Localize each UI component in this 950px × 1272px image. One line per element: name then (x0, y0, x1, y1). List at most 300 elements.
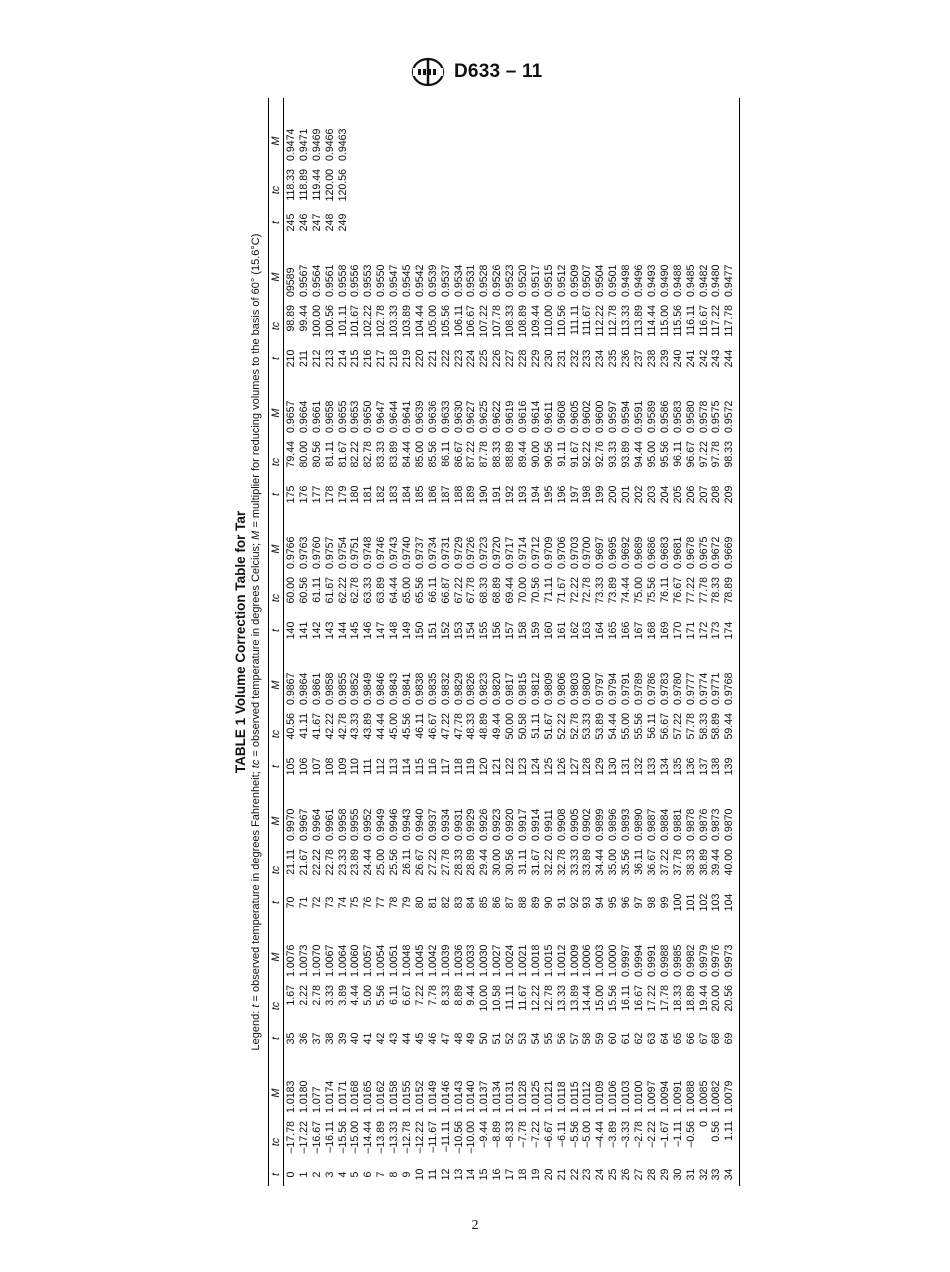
cell-t: 38 (323, 1032, 336, 1045)
cell-tc: –1.11 (671, 1121, 684, 1147)
cell-m: 0.9751 (349, 536, 362, 569)
cell-m: 0.9771 (710, 672, 723, 705)
cell-tc: 58.33 (697, 713, 710, 740)
cell-tc: 52.22 (555, 713, 568, 740)
cell-m: 1.0118 (555, 1081, 568, 1113)
cell-tc: 70.56 (529, 577, 542, 604)
column-t (285, 1027, 736, 1050)
cell-tc: –13.33 (388, 1121, 401, 1154)
cell-tc: 50.00 (504, 713, 517, 740)
cell-t: 210 (285, 349, 297, 368)
cell-tc: 92.22 (581, 441, 594, 468)
cell-m: 0.9841 (401, 672, 414, 705)
cell-tc: 107.22 (478, 305, 491, 338)
cell-t: 9 (401, 1171, 414, 1178)
cell-tc: 81.11 (323, 441, 336, 467)
cell-m: 0.9876 (697, 808, 710, 841)
cell-t: 14 (465, 1168, 478, 1181)
cell-m: 0.9786 (645, 672, 658, 705)
cell-m: 1.0097 (645, 1080, 658, 1113)
cell-t: 82 (439, 896, 452, 909)
cell-t: 142 (310, 621, 323, 640)
cell-t: 176 (297, 485, 310, 504)
cell-t: 95 (607, 896, 620, 909)
column-m (285, 529, 736, 574)
cell-m: 0.9743 (388, 536, 401, 569)
volume-correction-table (268, 98, 740, 1186)
cell-t: 227 (504, 349, 517, 368)
cell-t: 105 (285, 757, 297, 776)
cell-t: 68 (710, 1032, 723, 1045)
cell-m: 0.9720 (491, 536, 504, 569)
cell-m: 0.9627 (465, 400, 478, 433)
cell-t: 92 (568, 896, 581, 909)
cell-m: 1.0146 (439, 1080, 452, 1113)
cell-m: 0.9929 (465, 808, 478, 841)
cell-m: 0.9803 (568, 672, 581, 705)
cell-t: 21 (555, 1168, 568, 1181)
cell-t: 41 (362, 1032, 375, 1045)
cell-t: 89 (529, 896, 542, 909)
cell-tc: 36.11 (633, 849, 646, 875)
cell-m: 0.9864 (297, 672, 310, 705)
cell-t: 247 (310, 213, 323, 232)
cell-tc: 50.58 (517, 713, 530, 740)
cell-tc: 68.89 (491, 577, 504, 604)
column-group-body (284, 778, 736, 914)
column-group-header (269, 1050, 284, 1186)
cell-tc: 52.78 (568, 713, 581, 740)
cell-t: 185 (413, 485, 426, 504)
cell-m: 0.9997 (620, 944, 633, 977)
cell-t: 35 (285, 1032, 297, 1045)
cell-tc: 76.11 (658, 577, 671, 603)
cell-m: 0.9534 (452, 264, 465, 297)
cell-m: 1.0079 (723, 1080, 736, 1113)
cell-m: 0.9675 (697, 536, 710, 569)
cell-m: 1.0015 (542, 944, 555, 977)
cell-m: 1.0180 (297, 1080, 310, 1113)
cell-m: 0.9650 (362, 400, 375, 433)
cell-t: 162 (568, 621, 581, 640)
cell-m: 0.9692 (620, 536, 633, 569)
cell-t: 122 (504, 757, 517, 776)
cell-t: 133 (645, 757, 658, 776)
cell-m: 0.9737 (413, 536, 426, 569)
cell-tc: 43.89 (362, 713, 375, 740)
cell-tc: 63.89 (375, 577, 388, 604)
cell-tc: 102.22 (362, 305, 375, 338)
cell-tc: 9.44 (465, 985, 478, 1006)
table-caption (232, 98, 268, 1186)
column-group-header (269, 778, 284, 914)
cell-tc: 18.89 (684, 985, 697, 1012)
cell-m: 0.9949 (375, 808, 388, 841)
column-group (269, 1050, 739, 1186)
column-group-header (269, 370, 284, 506)
cell-tc: 79.44 (285, 441, 297, 468)
cell-t: 83 (452, 896, 465, 909)
cell-m: 0.9681 (671, 536, 684, 569)
column-m (285, 665, 736, 710)
cell-tc: 22.22 (310, 849, 323, 876)
cell-m: 0.9600 (594, 400, 607, 433)
column-tc (285, 574, 736, 619)
cell-tc: 59.44 (723, 713, 736, 740)
cell-t: 66 (684, 1032, 697, 1045)
column-group-body (284, 98, 349, 234)
cell-tc: 42.78 (336, 713, 349, 740)
cell-t: 93 (581, 896, 594, 909)
cell-tc: 102.78 (375, 305, 388, 338)
cell-t: 212 (310, 349, 323, 368)
cell-m: 0.9583 (671, 400, 684, 433)
cell-t: 130 (607, 757, 620, 776)
column-group-header (269, 234, 284, 370)
table-column-groups (269, 98, 739, 1186)
cell-m: 0.9943 (401, 808, 414, 841)
cell-t: 150 (413, 621, 426, 640)
cell-t: 200 (607, 485, 620, 504)
cell-m: 0.9636 (426, 400, 439, 433)
cell-t: 48 (452, 1032, 465, 1045)
cell-t: 168 (645, 621, 658, 640)
cell-m: 0.9931 (452, 808, 465, 841)
cell-m: 0.9826 (465, 672, 478, 705)
cell-m: 0.9553 (362, 264, 375, 297)
cell-m: 0.9507 (581, 264, 594, 297)
cell-m: 0.9940 (413, 808, 426, 841)
cell-t: 10 (413, 1168, 426, 1181)
cell-tc: 26.11 (401, 849, 414, 875)
cell-t: 203 (645, 485, 658, 504)
cell-t: 243 (710, 349, 723, 368)
cell-tc: 113.33 (620, 305, 633, 337)
header-t: t (270, 492, 282, 497)
cell-t: 189 (465, 485, 478, 504)
cell-m: 1.0054 (375, 944, 388, 977)
cell-tc: 61.11 (310, 577, 323, 603)
legend-tc-description: = observed temperature in degrees Celcius; (250, 539, 262, 760)
cell-t: 104 (723, 893, 736, 912)
cell-t: 103 (710, 893, 723, 912)
cell-m: 1.077 (310, 1086, 323, 1113)
cell-tc: 67.22 (452, 577, 465, 604)
cell-m: 0.9589 (645, 400, 658, 433)
column-tc (285, 710, 736, 755)
cell-m: 0.9923 (491, 808, 504, 841)
cell-m: 0.9639 (413, 400, 426, 433)
cell-m: 09589 (285, 267, 297, 297)
cell-t: 25 (607, 1168, 620, 1181)
cell-tc: 97.78 (710, 441, 723, 468)
cell-tc: –10.56 (452, 1121, 465, 1154)
cell-tc: 99.44 (297, 305, 310, 332)
cell-t: 19 (529, 1168, 542, 1181)
cell-t: 62 (633, 1032, 646, 1045)
cell-tc: 35.56 (620, 849, 633, 876)
cell-tc: 58.89 (710, 713, 723, 740)
cell-m: 0.9542 (413, 264, 426, 297)
cell-tc: 105.56 (439, 305, 452, 338)
cell-tc: 19.44 (697, 985, 710, 1012)
column-t (285, 211, 349, 234)
cell-t: 46 (426, 1032, 439, 1045)
header-t: t (270, 628, 282, 633)
cell-t: 129 (594, 757, 607, 776)
column-t (285, 891, 736, 914)
cell-m: 0.9937 (426, 808, 439, 841)
cell-m: 1.0140 (465, 1080, 478, 1113)
cell-m: 0.9829 (452, 672, 465, 705)
cell-t: 236 (620, 349, 633, 368)
cell-t: 125 (542, 757, 555, 776)
cell-tc: –5.00 (581, 1121, 594, 1148)
column-m (285, 121, 349, 166)
cell-t: 179 (336, 485, 349, 504)
cell-m: 0.9838 (413, 672, 426, 705)
column-tc (285, 846, 736, 891)
cell-m: 0.9723 (478, 536, 491, 569)
cell-tc: 71.11 (542, 577, 555, 603)
column-group-body (284, 506, 736, 642)
cell-tc: 80.00 (297, 441, 310, 468)
cell-t: 215 (349, 349, 362, 368)
cell-m: 0.9763 (297, 536, 310, 569)
cell-tc: 46.67 (426, 713, 439, 740)
cell-t: 220 (413, 349, 426, 368)
cell-tc: 44.44 (375, 713, 388, 740)
cell-m: 0.9597 (607, 400, 620, 433)
cell-tc: 23.89 (349, 849, 362, 876)
cell-m: 0.9488 (671, 264, 684, 297)
cell-m: 0.9496 (633, 264, 646, 297)
cell-t: 186 (426, 485, 439, 504)
cell-m: 1.0088 (684, 1080, 697, 1113)
cell-tc: 72.78 (581, 577, 594, 604)
cell-tc: 12.22 (529, 985, 542, 1012)
column-group-header (269, 506, 284, 642)
cell-tc: 41.11 (297, 713, 310, 739)
cell-tc: 6.11 (388, 985, 401, 1005)
header-tc: tc (270, 593, 282, 603)
cell-m: 1.0048 (401, 944, 414, 977)
cell-m: 0.9783 (658, 672, 671, 705)
cell-t: 193 (517, 485, 530, 504)
cell-tc: 0.56 (710, 1121, 723, 1142)
cell-t: 167 (633, 621, 646, 640)
cell-t: 180 (349, 485, 362, 504)
cell-tc: 94.44 (633, 441, 646, 468)
cell-t: 137 (697, 757, 710, 776)
cell-m: 0.9482 (697, 264, 710, 297)
cell-tc: 98.33 (723, 441, 736, 468)
cell-t: 50 (478, 1032, 491, 1045)
cell-m: 0.9469 (310, 128, 323, 161)
cell-m: 0.9658 (323, 400, 336, 433)
cell-tc: 46.11 (413, 713, 426, 739)
cell-m: 0.9633 (439, 400, 452, 433)
document-id: D633 – 11 (454, 61, 543, 82)
cell-tc: 117.22 (710, 305, 723, 337)
cell-t: 240 (671, 349, 684, 368)
cell-t: 47 (439, 1032, 452, 1045)
cell-m: 0.9884 (658, 808, 671, 841)
cell-m: 0.9789 (633, 672, 646, 705)
cell-t: 29 (658, 1168, 671, 1181)
column-group (269, 914, 739, 1050)
cell-m: 0.9843 (388, 672, 401, 705)
cell-t: 64 (658, 1032, 671, 1045)
cell-m: 0.9991 (645, 944, 658, 977)
cell-m: 0.9669 (723, 536, 736, 569)
cell-t: 223 (452, 349, 465, 368)
cell-t: 97 (633, 896, 646, 909)
cell-t: 245 (285, 213, 297, 232)
cell-tc: 27.78 (439, 849, 452, 876)
cell-tc: –9.44 (478, 1121, 491, 1148)
cell-m: 0.9760 (310, 536, 323, 569)
cell-m: 0.9794 (607, 672, 620, 705)
cell-m: 1.0094 (658, 1080, 671, 1113)
cell-t: 42 (375, 1032, 388, 1045)
column-group-body (284, 1050, 736, 1186)
cell-t: 101 (684, 893, 697, 912)
cell-tc: 33.89 (581, 849, 594, 876)
column-group (269, 778, 739, 914)
cell-tc: 81.67 (336, 441, 349, 468)
cell-tc: –14.44 (362, 1121, 375, 1154)
cell-tc: 113.89 (633, 305, 646, 337)
cell-t: 184 (401, 485, 414, 504)
cell-t: 36 (297, 1032, 310, 1045)
cell-m: 1.0149 (426, 1080, 439, 1113)
cell-tc: 16.11 (620, 985, 633, 1011)
cell-tc: 48.89 (478, 713, 491, 740)
cell-m: 1.0009 (568, 944, 581, 977)
cell-t: 140 (285, 621, 297, 640)
header-m: M (270, 952, 282, 962)
cell-t: 15 (478, 1168, 491, 1181)
cell-m: 0.9926 (478, 808, 491, 841)
cell-m: 1.0024 (504, 944, 517, 977)
cell-t: 7 (375, 1171, 388, 1178)
header-tc: tc (270, 729, 282, 739)
cell-tc: 55.00 (620, 713, 633, 740)
cell-t: 34 (723, 1168, 736, 1181)
cell-tc: 90.56 (542, 441, 555, 468)
cell-m: 0.9867 (285, 672, 297, 705)
cell-m: 0.9655 (336, 400, 349, 433)
cell-t: 3 (323, 1171, 336, 1178)
cell-t: 52 (504, 1032, 517, 1045)
column-tc (285, 302, 736, 347)
cell-t: 233 (581, 349, 594, 368)
cell-t: 16 (491, 1168, 504, 1181)
cell-t: 175 (285, 485, 297, 504)
cell-tc: –6.11 (555, 1121, 568, 1147)
cell-t: 157 (504, 621, 517, 640)
column-group-header (269, 914, 284, 1050)
cell-m: 0.9861 (310, 672, 323, 705)
cell-t: 69 (723, 1032, 736, 1045)
cell-t: 152 (439, 621, 452, 640)
cell-m: 0.9558 (336, 264, 349, 297)
cell-tc: 90.00 (529, 441, 542, 468)
cell-tc: 118.89 (297, 169, 310, 201)
cell-m: 0.9797 (594, 672, 607, 705)
cell-t: 79 (401, 896, 414, 909)
cell-m: 1.0027 (491, 944, 504, 977)
cell-tc: 2.22 (297, 985, 310, 1006)
cell-m: 0.9520 (517, 264, 530, 297)
cell-m: 0.9890 (633, 808, 646, 841)
cell-tc: –3.33 (620, 1121, 633, 1148)
cell-tc: 21.67 (297, 849, 310, 876)
cell-m: 1.0039 (439, 944, 452, 977)
cell-tc: –16.11 (323, 1121, 336, 1153)
cell-tc: 65.00 (401, 577, 414, 604)
cell-tc: –6.67 (542, 1121, 555, 1148)
cell-m: 0.9967 (297, 808, 310, 841)
cell-t: 81 (426, 896, 439, 909)
cell-tc: 3.33 (323, 985, 336, 1006)
cell-tc: 70.00 (517, 577, 530, 604)
cell-m: 0.9493 (645, 264, 658, 297)
cell-m: 1.0174 (323, 1080, 336, 1113)
cell-tc: 96.67 (684, 441, 697, 468)
cell-tc: 95.56 (658, 441, 671, 468)
cell-tc: 41.67 (310, 713, 323, 740)
cell-m: 0.9809 (542, 672, 555, 705)
cell-m: 0.9471 (297, 128, 310, 161)
cell-tc: 104.44 (413, 305, 426, 338)
cell-t: 244 (723, 349, 736, 368)
cell-tc: 31.67 (529, 849, 542, 876)
cell-t: 116 (426, 758, 439, 775)
cell-tc: 114.44 (645, 305, 658, 337)
cell-tc: 56.11 (645, 713, 658, 739)
cell-tc: 73.33 (594, 577, 607, 604)
cell-tc: 105.00 (426, 305, 439, 338)
cell-t: 54 (529, 1032, 542, 1045)
cell-m: 0.9952 (362, 808, 375, 841)
cell-tc: 110.56 (555, 305, 568, 337)
cell-tc: 13.89 (568, 985, 581, 1012)
cell-t: 148 (388, 621, 401, 640)
cell-m: 0.9964 (310, 808, 323, 841)
header-m: M (270, 816, 282, 826)
cell-t: 39 (336, 1032, 349, 1045)
cell-t: 33 (710, 1168, 723, 1181)
cell-m: 1.0103 (620, 1080, 633, 1113)
cell-m: 0.9616 (517, 400, 530, 433)
cell-m: 0.9515 (542, 264, 555, 297)
cell-tc: 84.44 (401, 441, 414, 468)
cell-t: 111 (362, 758, 375, 775)
cell-m: 1.0076 (285, 944, 297, 977)
column-group (269, 234, 739, 370)
cell-m: 1.0060 (349, 944, 362, 977)
cell-t: 114 (401, 758, 414, 775)
cell-t: 174 (723, 621, 736, 640)
cell-tc: 116.11 (684, 305, 697, 336)
cell-tc: 14.44 (581, 985, 594, 1012)
cell-m: 0.9911 (542, 809, 555, 841)
cell-t: 213 (323, 349, 336, 368)
cell-t: 241 (684, 349, 697, 368)
cell-tc: 112.78 (607, 305, 620, 337)
